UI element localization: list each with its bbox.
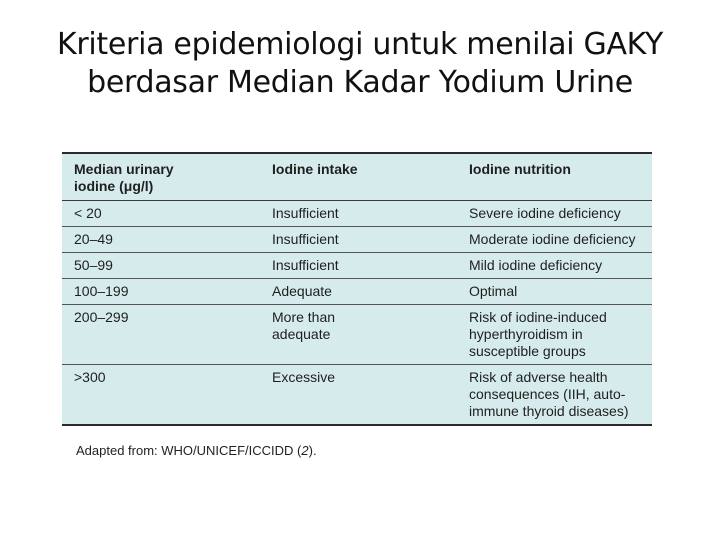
table-row bbox=[62, 279, 652, 305]
cell-intake: Insufficient bbox=[272, 231, 339, 247]
header-row bbox=[62, 153, 652, 201]
cell-nutrition: Optimal bbox=[469, 283, 518, 299]
header-iodine-nutrition: Iodine nutrition bbox=[469, 161, 571, 177]
cell-nutrition: Risk of adverse health consequences (IIH, auto- immune thyroid diseases) bbox=[469, 369, 629, 419]
slide-title bbox=[0, 26, 720, 102]
cell-median: >300 bbox=[74, 369, 106, 385]
title-line-1: Kriteria epidemiologi untuk menilai GAKY bbox=[56, 27, 664, 62]
table-body bbox=[62, 201, 652, 426]
cell-nutrition: Moderate iodine deficiency bbox=[469, 231, 636, 247]
cell-median: 20–49 bbox=[74, 231, 113, 247]
header-median-urinary-iodine: Median urinary iodine (μg/l) bbox=[74, 161, 174, 194]
cell-intake: Insufficient bbox=[272, 257, 339, 273]
criteria-table bbox=[62, 152, 652, 426]
cell-nutrition: Severe iodine deficiency bbox=[469, 205, 621, 221]
cell-median: 200–299 bbox=[74, 309, 129, 325]
cell-intake: Insufficient bbox=[272, 205, 339, 221]
table-row bbox=[62, 201, 652, 227]
cell-median: 100–199 bbox=[74, 283, 129, 299]
table-header bbox=[62, 153, 652, 201]
table-row bbox=[62, 227, 652, 253]
cell-median: 50–99 bbox=[74, 257, 113, 273]
cell-intake: Excessive bbox=[272, 369, 336, 385]
cell-nutrition: Mild iodine deficiency bbox=[469, 257, 603, 273]
table-row bbox=[62, 305, 652, 365]
table-row bbox=[62, 253, 652, 279]
cell-intake: Adequate bbox=[272, 283, 332, 299]
header-iodine-intake: Iodine intake bbox=[272, 161, 358, 177]
caption-reference-number: 2 bbox=[301, 443, 309, 458]
caption-prefix: Adapted from: WHO/UNICEF/ICCIDD ( bbox=[76, 443, 302, 458]
iodine-criteria-table bbox=[62, 152, 652, 426]
table-row bbox=[62, 365, 652, 426]
caption-suffix: ). bbox=[308, 443, 317, 458]
cell-nutrition: Risk of iodine-induced hyperthyroidism in susceptible groups bbox=[469, 309, 607, 359]
table-source-caption bbox=[76, 443, 317, 458]
title-line-2: berdasar Median Kadar Yodium Urine bbox=[87, 65, 633, 100]
cell-median: < 20 bbox=[74, 205, 102, 221]
cell-intake: More than adequate bbox=[272, 309, 336, 342]
